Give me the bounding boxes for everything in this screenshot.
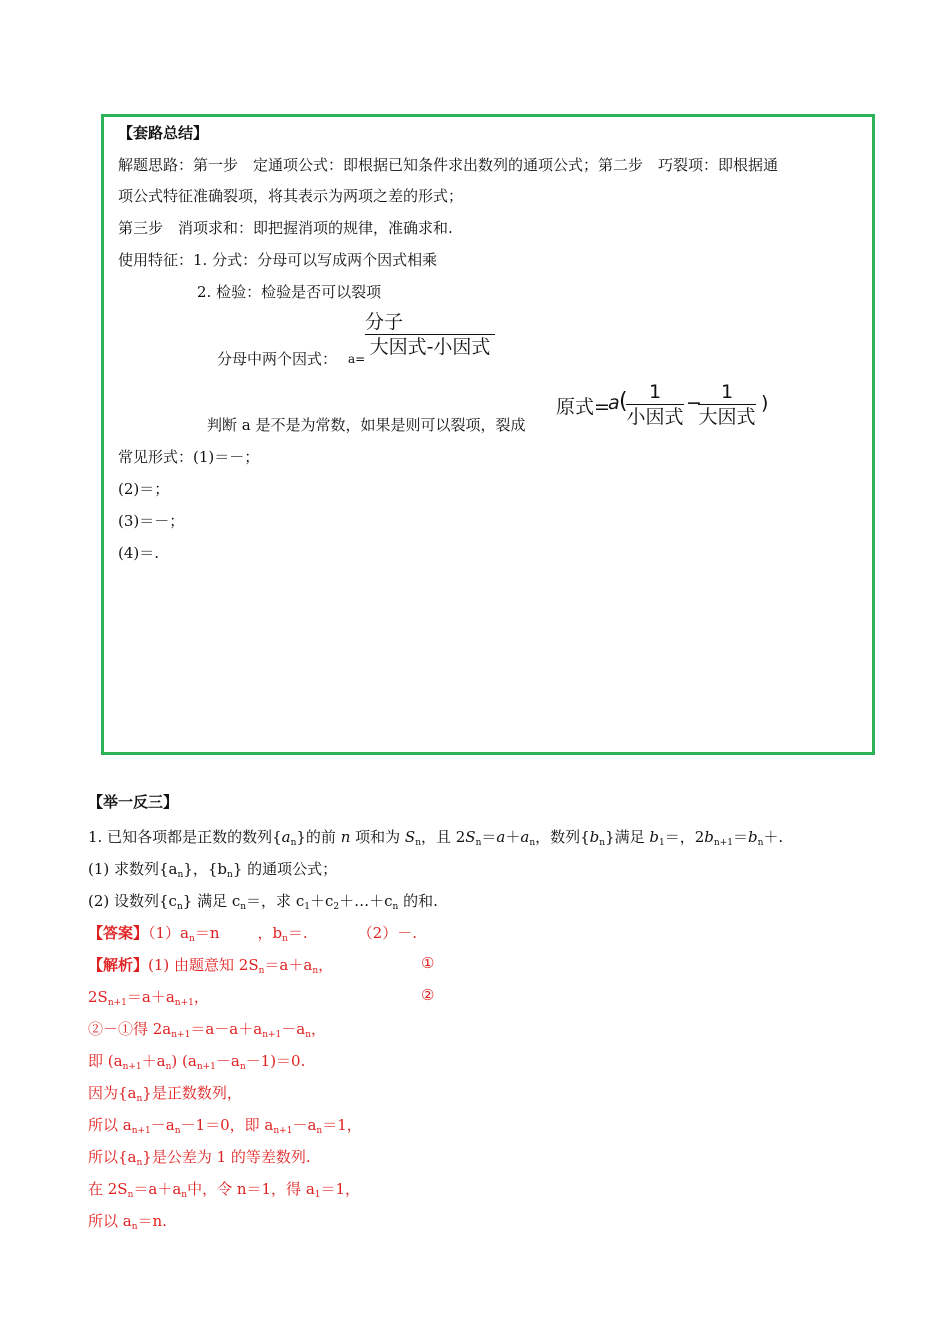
analysis-line-5: 因为$\{a_n\}$是正数数列， bbox=[88, 1084, 242, 1104]
analysis-line-9: 所以 $a_n=n$. bbox=[88, 1212, 167, 1232]
common-form-3: (3)＝－； bbox=[118, 512, 185, 530]
equation-marker-2: ② bbox=[421, 986, 435, 1004]
split-minus: − bbox=[686, 392, 702, 414]
analysis-line-7: 所以$\{a_n\}$是公差为 1 的等差数列. bbox=[88, 1148, 311, 1168]
split-frac-big bbox=[698, 380, 756, 429]
split-prefix: 原式= bbox=[556, 396, 610, 418]
split-a: a bbox=[608, 392, 620, 414]
summary-line-1: 解题思路：第一步 定通项公式：即根据已知条件求出数列的通项公式；第二步 巧裂项：即根据通 bbox=[118, 156, 779, 174]
question-part-2: (2) 设数列$\{c_n\}$ 满足 $c_n=$，求 $c_1+c_2+\dots+c_n$ 的和. bbox=[88, 892, 438, 912]
split-open-paren: ( bbox=[619, 389, 628, 414]
fraction-denominator: 大因式-小因式 bbox=[369, 336, 491, 358]
common-form-2: (2)＝； bbox=[118, 480, 170, 498]
split-den-1: 小因式 bbox=[626, 406, 684, 428]
split-den-2: 大因式 bbox=[698, 406, 756, 428]
summary-line-3: 第三步 消项求和：即把握消项的规律，准确求和. bbox=[118, 219, 453, 237]
analysis-line-8: 在 $2S_n=a+a_n$中，令 n＝1，得 $a_1=1$， bbox=[88, 1180, 361, 1200]
split-close-paren: ) bbox=[761, 392, 769, 414]
summary-line-2: 项公式特征准确裂项，将其表示为两项之差的形式； bbox=[118, 187, 464, 205]
question-text: 1. 已知各项都是正数的数列$\{a_n\}$的前 n 项和为 $S_n$，且 $2S_n=a+a_n$，数列$\{b_n\}$满足 $b_1=$，$2b_{n+1}=b_n+$. bbox=[88, 828, 784, 848]
summary-line-5: 2. 检验：检验是否可以裂项 bbox=[197, 283, 382, 301]
split-num-1: 1 bbox=[648, 381, 662, 403]
fraction-label: 分母中两个因式： bbox=[217, 350, 338, 368]
common-form-1: 常见形式：(1)＝－； bbox=[118, 448, 260, 466]
fraction-prefix: a= bbox=[348, 352, 366, 366]
summary-line-7: 判断 a 是不是为常数，如果是则可以裂项，裂成 bbox=[207, 416, 526, 434]
split-num-2: 1 bbox=[720, 381, 734, 403]
analysis-line-2: $2S_{n+1}=a+a_{n+1}$， bbox=[88, 988, 209, 1008]
analysis-line-1: 【解析】(1) 由题意知 $2S_n=a+a_n$， bbox=[88, 956, 334, 976]
question-part-1: (1) 求数列$\{a_n\}$，$\{b_n\}$ 的通项公式； bbox=[88, 860, 338, 880]
common-form-4: (4)＝. bbox=[118, 544, 160, 562]
summary-heading: 【套路总结】 bbox=[118, 124, 209, 142]
example-heading: 【举一反三】 bbox=[88, 793, 179, 811]
fraction-ratio bbox=[365, 310, 495, 359]
answer-line: 【答案】$(1)a_n=n$ ，$b_n=$. （2）－. bbox=[88, 924, 417, 944]
split-frac-small bbox=[626, 380, 684, 429]
analysis-line-3: ②－①得 $2a_{n+1}=a-a+a_{n+1}-a_n$， bbox=[88, 1020, 327, 1040]
equation-marker-1: ① bbox=[421, 954, 435, 972]
fraction-numerator: 分子 bbox=[365, 311, 404, 333]
analysis-line-4: 即 $(a_{n+1}+a_n)$ $(a_{n+1}-a_n-1)=0$. bbox=[88, 1052, 306, 1072]
analysis-line-6: 所以 $a_{n+1}-a_n-1=0$，即 $a_{n+1}-a_n=1$， bbox=[88, 1116, 362, 1136]
summary-line-4: 使用特征：1. 分式：分母可以写成两个因式相乘 bbox=[118, 251, 438, 269]
